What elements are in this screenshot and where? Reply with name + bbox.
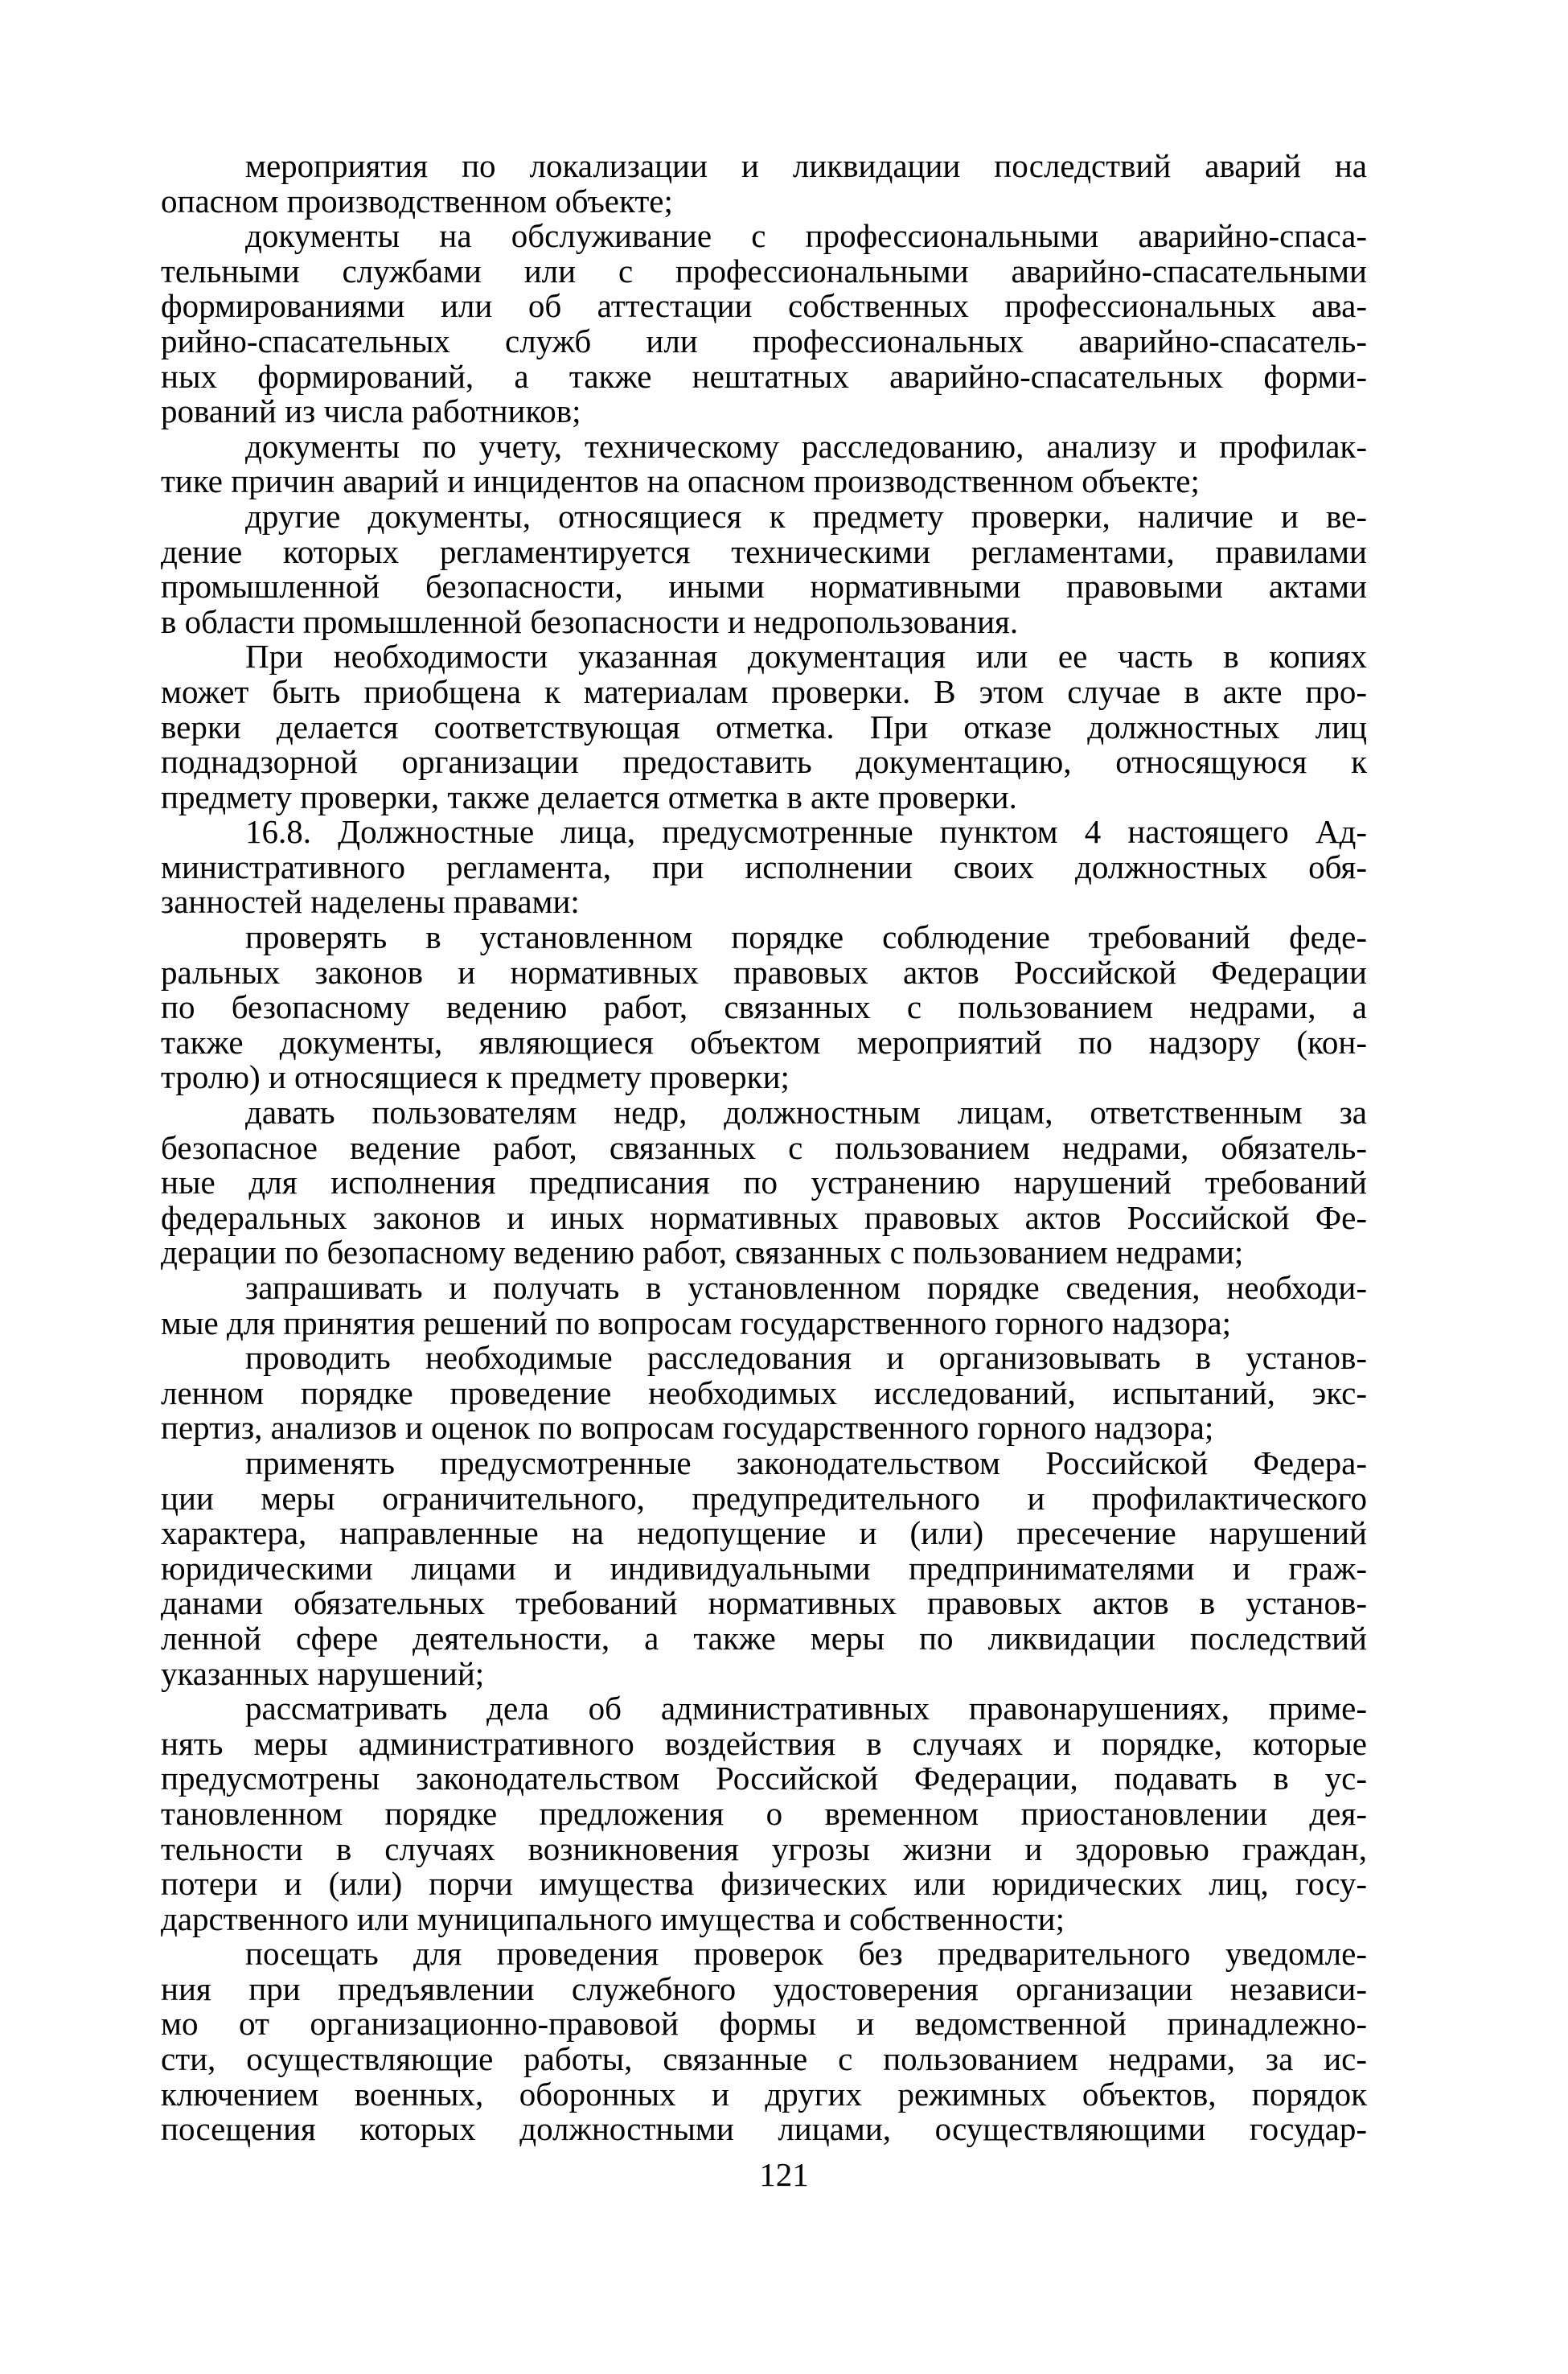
- text-line: по безопасному ведению работ, связанных с пользованием недрами, а: [161, 988, 1367, 1026]
- text-line: также документы, являющиеся объектом мероприятий по надзору (кон-: [161, 1023, 1367, 1061]
- text-line: предмету проверки, также делается отметка в акте проверки.: [161, 778, 1017, 815]
- paragraph: [161, 1095, 1367, 1271]
- text-line: мероприятия по локализации и ликвидации последствий аварий на: [245, 147, 1367, 184]
- text-line: применять предусмотренные законодательством Российской Федера-: [245, 1444, 1367, 1481]
- text-line: ленной сфере деятельности, а также меры по ликвидации последствий: [161, 1619, 1367, 1657]
- paragraph: [161, 1341, 1367, 1446]
- text-line: рийно-спасательных служб или профессиональных аварийно-спасатель-: [161, 322, 1367, 359]
- text-line: характера, направленные на недопущение и (или) пресечение нарушений: [161, 1514, 1367, 1552]
- text-line: дение которых регламентируется техническими регламентами, правилами: [161, 532, 1367, 570]
- paragraph: [161, 219, 1367, 429]
- text-line: формированиями или об аттестации собственных профессиональных ава-: [161, 287, 1367, 325]
- text-line: мо от организационно-правовой формы и ведомственной принадлежно-: [161, 2005, 1367, 2043]
- text-line: тике причин аварий и инцидентов на опасном производственном объекте;: [161, 462, 1200, 500]
- text-line: нять меры административного воздействия в случаях и порядке, которые: [161, 1724, 1367, 1762]
- paragraph: [161, 429, 1367, 499]
- paragraph: [161, 1691, 1367, 1937]
- text-line: министративного регламента, при исполнении своих должностных обя-: [161, 848, 1367, 885]
- text-line: ния при предъявлении служебного удостоверения организации независи-: [161, 1969, 1367, 2007]
- text-line: ключением военных, оборонных и других режимных объектов, порядок: [161, 2075, 1367, 2113]
- text-line: проверять в установленном порядке соблюдение требований феде-: [245, 918, 1367, 956]
- text-line: сти, осуществляющие работы, связанные с пользованием недрами, за ис-: [161, 2040, 1367, 2078]
- text-line: давать пользователям недр, должностным лицам, ответственным за: [245, 1094, 1367, 1132]
- paragraph: [161, 815, 1367, 920]
- text-line: указанных нарушений;: [161, 1654, 485, 1692]
- text-line: тельными службами или с профессиональными аварийно-спасательными: [161, 252, 1367, 290]
- text-line: верки делается соответствующая отметка. При отказе должностных лиц: [161, 708, 1367, 745]
- text-line: тельности в случаях возникновения угрозы жизни и здоровью граждан,: [161, 1830, 1367, 1867]
- text-line: федеральных законов и иных нормативных правовых актов Российской Фе-: [161, 1198, 1367, 1236]
- text-line: ные для исполнения предписания по устранению нарушений требований: [161, 1164, 1367, 1201]
- text-line: ленном порядке проведение необходимых исследований, испытаний, экс-: [161, 1374, 1367, 1411]
- text-line: рассматривать дела об административных правонарушениях, приме-: [245, 1690, 1367, 1727]
- text-line: 16.8. Должностные лица, предусмотренные пунктом 4 настоящего Ад-: [245, 813, 1367, 851]
- paragraph: [161, 1937, 1367, 2147]
- text-line: потери и (или) порчи имущества физических или юридических лиц, госу-: [161, 1865, 1367, 1903]
- text-line: тролю) и относящиеся к предмету проверки;: [161, 1058, 790, 1096]
- text-line: посещения которых должностными лицами, осуществляющими государ-: [161, 2110, 1367, 2148]
- text-line: безопасное ведение работ, связанных с пользованием недрами, обязатель-: [161, 1128, 1367, 1166]
- paragraph: [161, 499, 1367, 639]
- text-line: юридическими лицами и индивидуальными предпринимателями и граж-: [161, 1549, 1367, 1587]
- text-line: посещать для проведения проверок без предварительного уведомле-: [245, 1935, 1367, 1973]
- paragraph: [161, 920, 1367, 1095]
- text-line: промышленной безопасности, иными нормативными правовыми актами: [161, 568, 1367, 606]
- text-line: занностей наделены правами:: [161, 883, 580, 921]
- text-line: проводить необходимые расследования и организовывать в установ-: [245, 1339, 1367, 1377]
- text-line: дерации по безопасному ведению работ, связанных с пользованием недрами;: [161, 1234, 1244, 1271]
- paragraph: [161, 1271, 1367, 1341]
- text-line: в области промышленной безопасности и недропользования.: [161, 602, 1019, 640]
- text-line: документы на обслуживание с профессиональными аварийно-спаса-: [245, 217, 1367, 255]
- text-line: тановленном порядке предложения о временном приостановлении дея-: [161, 1794, 1367, 1832]
- text-line: может быть приобщена к материалам проверки. В этом случае в акте про-: [161, 672, 1367, 710]
- text-line: запрашивать и получать в установленном порядке сведения, необходи-: [245, 1269, 1367, 1306]
- paragraph: [161, 1446, 1367, 1691]
- text-line: мые для принятия решений по вопросам государственного горного надзора;: [161, 1304, 1232, 1341]
- text-line: предусмотрены законодательством Российской Федерации, подавать в ус-: [161, 1760, 1367, 1797]
- text-line: ции меры ограничительного, предупредительного и профилактического: [161, 1479, 1367, 1517]
- text-line: дарственного или муниципального имущества и собственности;: [161, 1900, 1065, 1937]
- text-line: данами обязательных требований нормативных правовых актов в установ-: [161, 1584, 1367, 1622]
- text-line: ных формирований, а также нештатных аварийно-спасательных форми-: [161, 357, 1367, 395]
- text-line: другие документы, относящиеся к предмету проверки, наличие и ве-: [245, 497, 1367, 535]
- text-line: пертиз, анализов и оценок по вопросам государственного горного надзора;: [161, 1409, 1214, 1447]
- text-line: рований из числа работников;: [161, 392, 581, 430]
- page-number: 121: [759, 2156, 809, 2193]
- text-line: опасном производственном объекте;: [161, 182, 673, 220]
- paragraph: [161, 149, 1367, 219]
- text-line: документы по учету, техническому расследованию, анализу и профилак-: [245, 427, 1367, 465]
- text-line: поднадзорной организации предоставить документацию, относящуюся к: [161, 743, 1367, 781]
- body-text: [161, 149, 1367, 2147]
- text-line: ральных законов и нормативных правовых актов Российской Федерации: [161, 953, 1367, 991]
- paragraph: [161, 639, 1367, 815]
- text-line: При необходимости указанная документация или ее часть в копиях: [245, 638, 1367, 676]
